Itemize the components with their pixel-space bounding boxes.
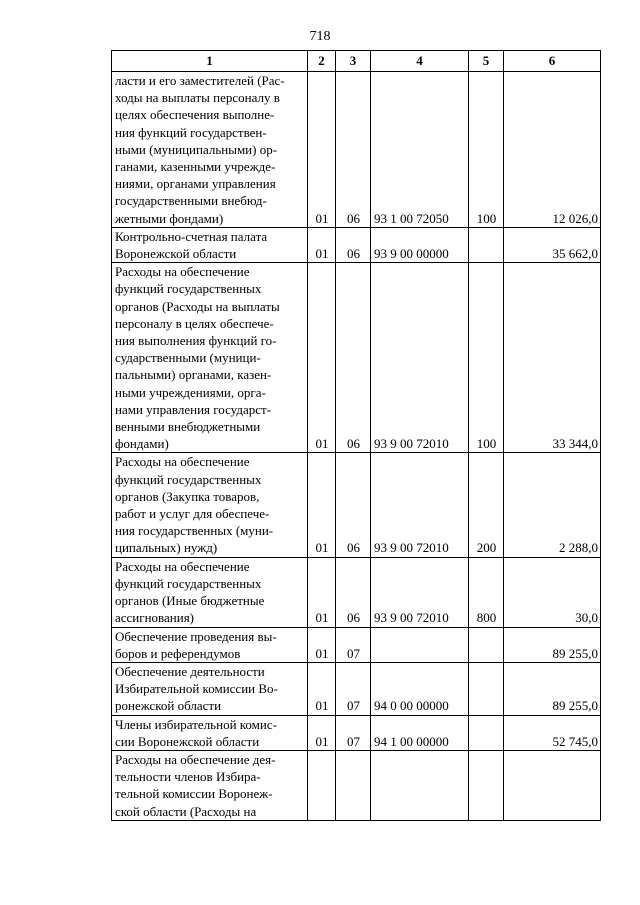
section-code-cell bbox=[308, 750, 336, 820]
section-code-cell: 01 bbox=[308, 662, 336, 715]
subsection-code-cell: 06 bbox=[336, 72, 371, 228]
subsection-code-cell: 06 bbox=[336, 453, 371, 557]
item-name-cell: Расходы на обеспечение функций государственных органов (Расходы на выплаты персоналу в целях обеспече- ния выполнения функций го- сударственными (муници- пальными) органами, казен- ными учреждениями, орга- нами управления государст- венными внебюджетными фондами) bbox=[112, 263, 308, 453]
expense-type-cell: 100 bbox=[469, 263, 504, 453]
item-name-cell: Обеспечение деятельности Избирательной комиссии Во- ронежской области bbox=[112, 662, 308, 715]
target-article-cell: 93 9 00 72010 bbox=[371, 453, 469, 557]
section-code-cell: 01 bbox=[308, 263, 336, 453]
table-row bbox=[112, 627, 601, 662]
amount-cell: 89 255,0 bbox=[504, 662, 601, 715]
item-name-cell: Расходы на обеспечение функций государственных органов (Закупка товаров, работ и услуг для обеспече- ния государственных (муни- ципальных) нужд) bbox=[112, 453, 308, 557]
expense-type-cell bbox=[469, 227, 504, 262]
subsection-code-cell: 07 bbox=[336, 627, 371, 662]
budget-table bbox=[111, 50, 601, 821]
expense-type-cell bbox=[469, 750, 504, 820]
subsection-code-cell: 06 bbox=[336, 263, 371, 453]
expense-type-cell: 100 bbox=[469, 72, 504, 228]
header-cell: 3 bbox=[336, 51, 371, 72]
target-article-cell: 93 9 00 00000 bbox=[371, 227, 469, 262]
subsection-code-cell: 06 bbox=[336, 227, 371, 262]
target-article-cell: 93 9 00 72010 bbox=[371, 263, 469, 453]
subsection-code-cell: 07 bbox=[336, 715, 371, 750]
item-name-cell: Контрольно-счетная палата Воронежской области bbox=[112, 227, 308, 262]
table-row bbox=[112, 750, 601, 820]
section-code-cell: 01 bbox=[308, 557, 336, 627]
amount-cell: 89 255,0 bbox=[504, 627, 601, 662]
table-row bbox=[112, 662, 601, 715]
header-cell: 1 bbox=[112, 51, 308, 72]
item-name-cell: Расходы на обеспечение функций государственных органов (Иные бюджетные ассигнования) bbox=[112, 557, 308, 627]
amount-cell: 33 344,0 bbox=[504, 263, 601, 453]
expense-type-cell bbox=[469, 715, 504, 750]
target-article-cell bbox=[371, 750, 469, 820]
section-code-cell: 01 bbox=[308, 72, 336, 228]
target-article-cell: 94 0 00 00000 bbox=[371, 662, 469, 715]
subsection-code-cell: 06 bbox=[336, 557, 371, 627]
target-article-cell: 93 9 00 72010 bbox=[371, 557, 469, 627]
table-header-row bbox=[112, 51, 601, 72]
amount-cell: 52 745,0 bbox=[504, 715, 601, 750]
amount-cell: 2 288,0 bbox=[504, 453, 601, 557]
section-code-cell: 01 bbox=[308, 227, 336, 262]
item-name-cell: Обеспечение проведения вы- боров и референдумов bbox=[112, 627, 308, 662]
expense-type-cell: 800 bbox=[469, 557, 504, 627]
header-cell: 6 bbox=[504, 51, 601, 72]
subsection-code-cell: 07 bbox=[336, 662, 371, 715]
header-cell: 5 bbox=[469, 51, 504, 72]
item-name-cell: ласти и его заместителей (Рас- ходы на выплаты персоналу в целях обеспечения выполне- ния функций государствен- ными (муниципальными) ор- ганами, казенными учрежде- ниями, органами управления государственными внебюд- жетными фондами) bbox=[112, 72, 308, 228]
target-article-cell bbox=[371, 627, 469, 662]
expense-type-cell bbox=[469, 662, 504, 715]
header-cell: 2 bbox=[308, 51, 336, 72]
item-name-cell: Члены избирательной комис- сии Воронежской области bbox=[112, 715, 308, 750]
table-body bbox=[112, 72, 601, 821]
table-row bbox=[112, 227, 601, 262]
section-code-cell: 01 bbox=[308, 627, 336, 662]
target-article-cell: 93 1 00 72050 bbox=[371, 72, 469, 228]
amount-cell: 12 026,0 bbox=[504, 72, 601, 228]
table-row bbox=[112, 72, 601, 228]
subsection-code-cell bbox=[336, 750, 371, 820]
expense-type-cell bbox=[469, 627, 504, 662]
section-code-cell: 01 bbox=[308, 715, 336, 750]
amount-cell: 30,0 bbox=[504, 557, 601, 627]
expense-type-cell: 200 bbox=[469, 453, 504, 557]
section-code-cell: 01 bbox=[308, 453, 336, 557]
amount-cell: 35 662,0 bbox=[504, 227, 601, 262]
page-number: 718 bbox=[309, 29, 331, 44]
table-row bbox=[112, 715, 601, 750]
header-cell: 4 bbox=[371, 51, 469, 72]
item-name-cell: Расходы на обеспечение дея- тельности членов Избира- тельной комиссии Воронеж- ской области (Расходы на bbox=[112, 750, 308, 820]
table-row bbox=[112, 263, 601, 453]
amount-cell bbox=[504, 750, 601, 820]
target-article-cell: 94 1 00 00000 bbox=[371, 715, 469, 750]
table-row bbox=[112, 453, 601, 557]
table-row bbox=[112, 557, 601, 627]
